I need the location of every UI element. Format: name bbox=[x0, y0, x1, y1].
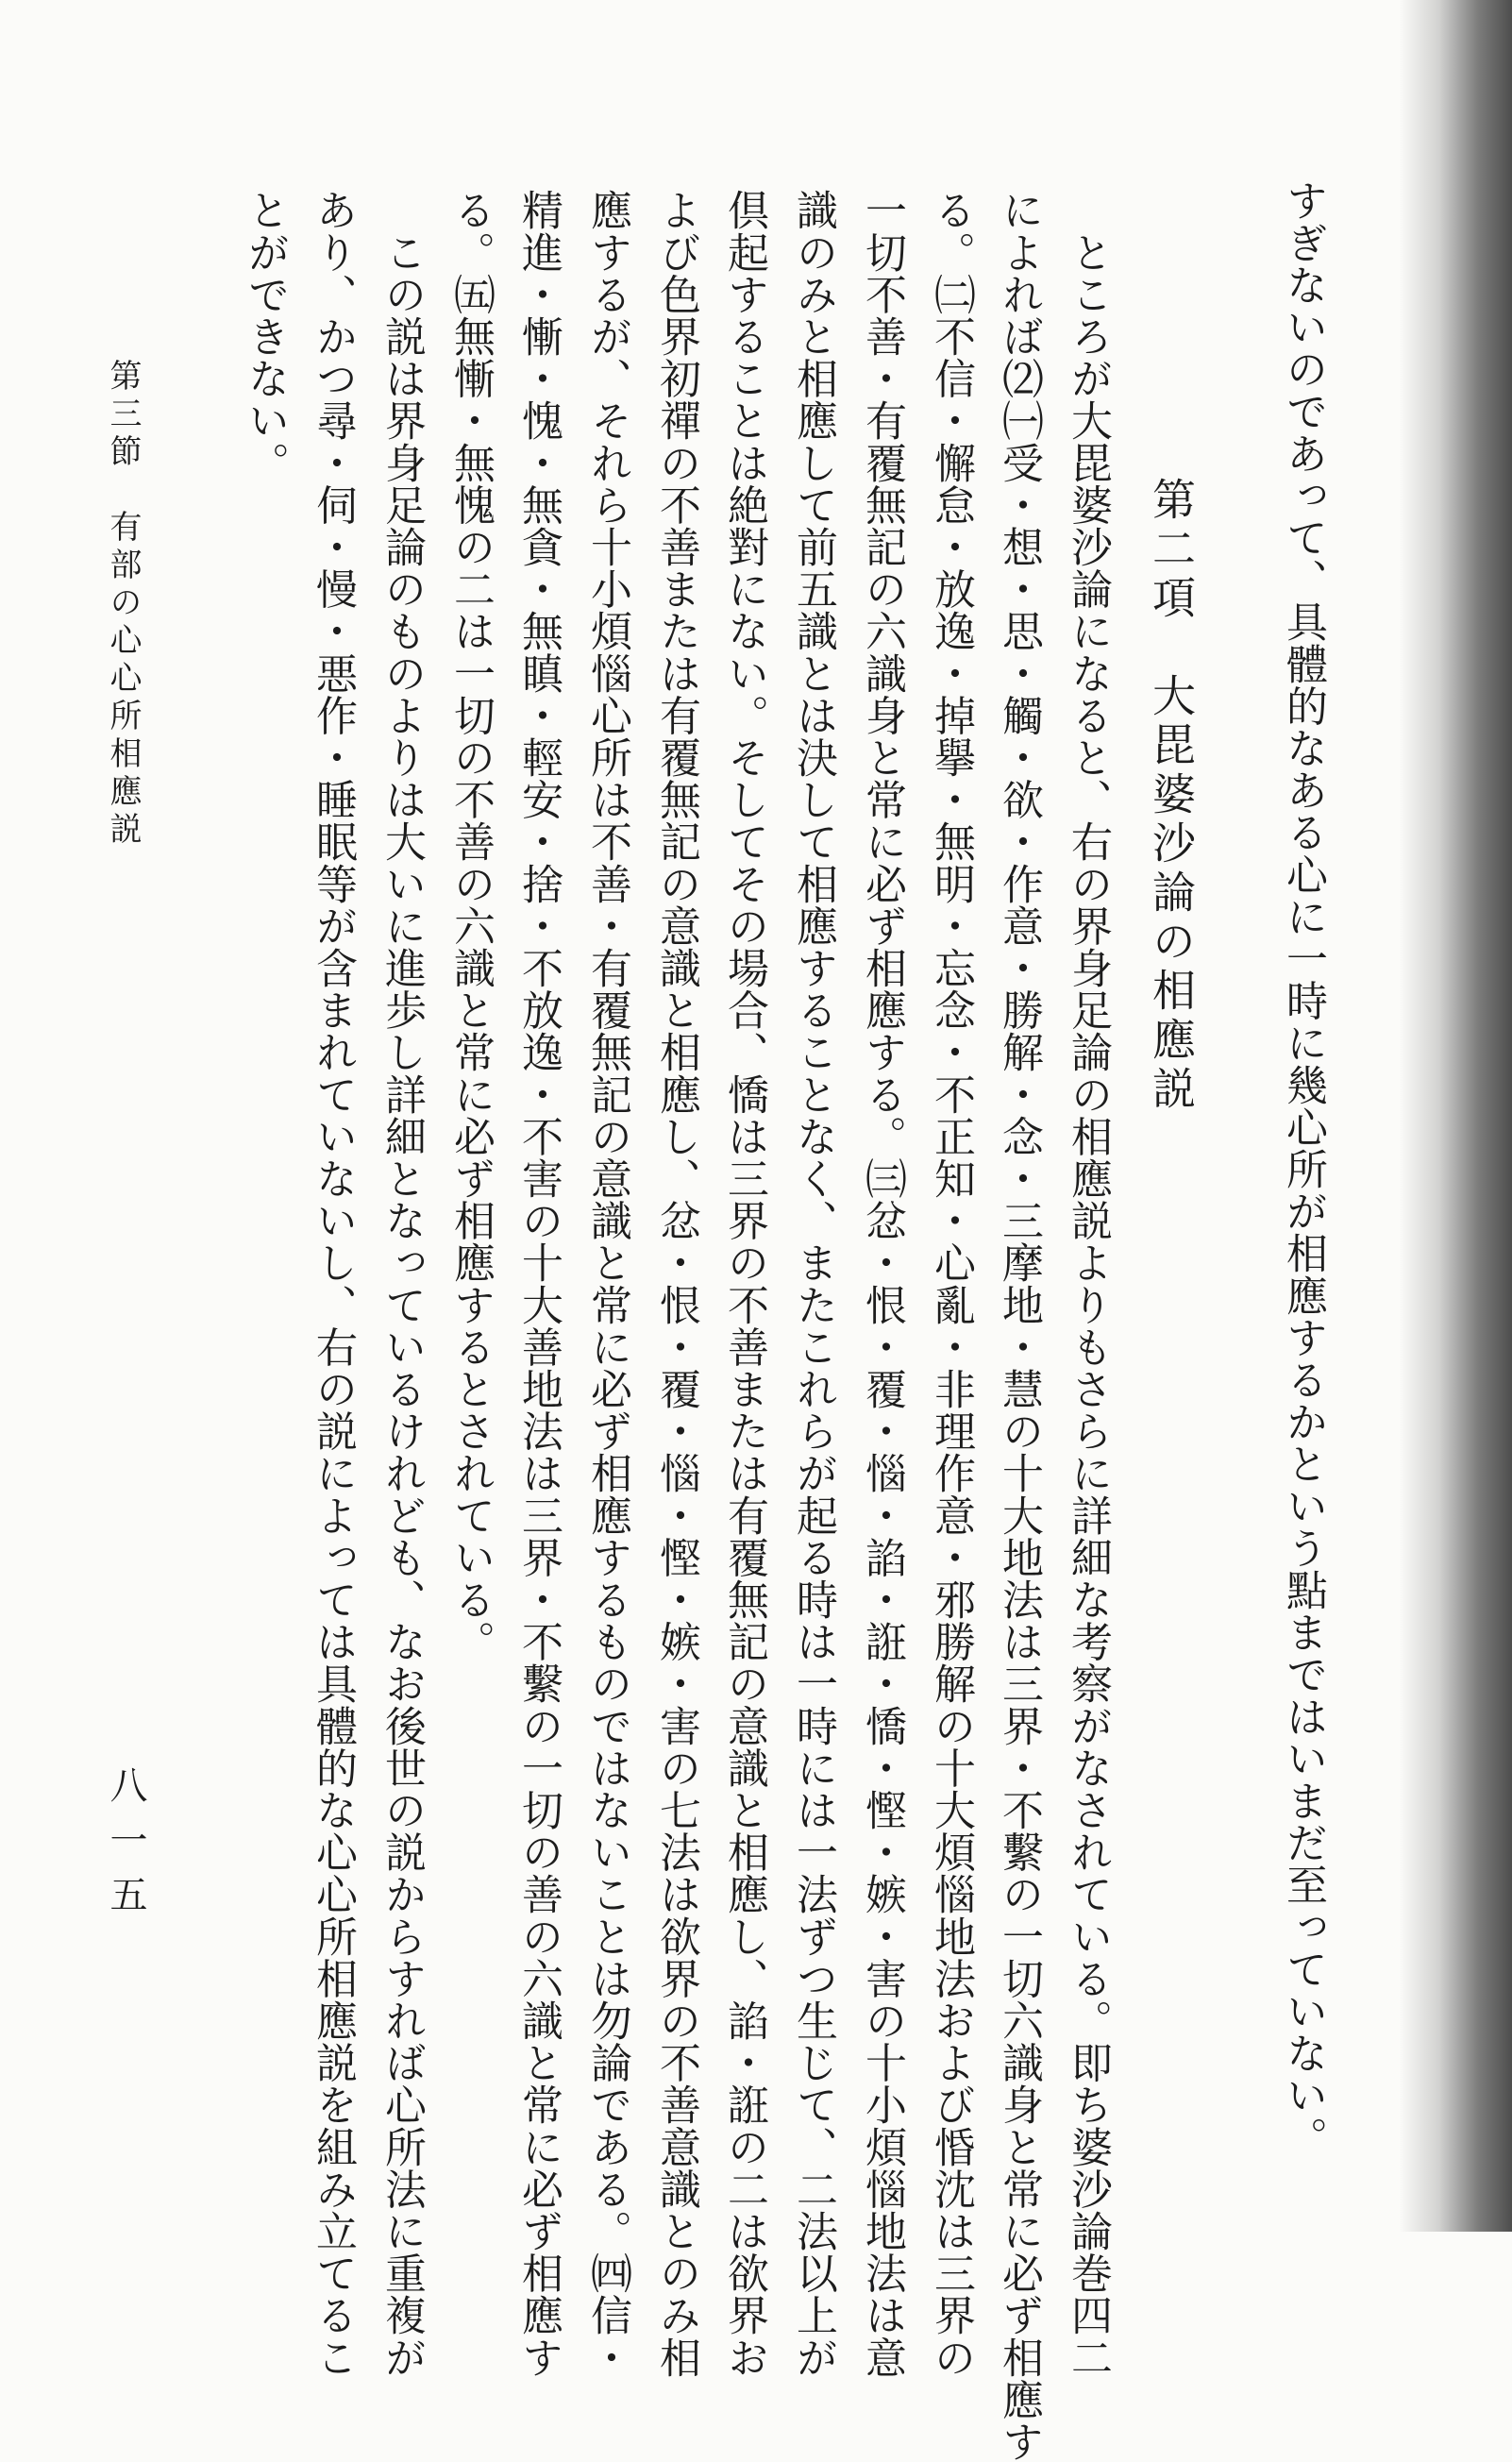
body-line: る。㈤無慚・無愧の二は一切の不善の六識と常に必ず相應するとされている。 bbox=[446, 189, 495, 1662]
body-line: 倶起することは絶對にない。そしてその場合、憍は三界の不善または有覆無記の意識と相應し、諂・誑の二は欲界お bbox=[720, 189, 768, 2379]
page-number: 八一五 bbox=[104, 1765, 147, 1930]
running-footer: 第三節 有部の心心所相應説 bbox=[104, 359, 142, 850]
body-line: 一切不善・有覆無記の六識身と常に必ず相應する。㈢忿・恨・覆・惱・諂・誑・憍・慳・嫉・害の十小煩惱地法は意 bbox=[858, 189, 906, 2379]
body-line: あり、かつ尋・伺・慢・悪作・睡眠等が含まれていないし、右の説によっては具體的な心心所相應説を組み立てるこ bbox=[309, 189, 357, 2379]
scan-shadow-edge bbox=[1399, 0, 1512, 2232]
body-line: 識のみと相應して前五識とは決して相應することなく、またこれらが起る時は一時には一法ずつ生じて、二法以上が bbox=[789, 189, 837, 2379]
body-line: 精進・慚・愧・無貪・無瞋・輕安・捨・不放逸・不害の十大善地法は三界・不繫の一切の善の六識と常に必ず相應す bbox=[514, 189, 563, 2379]
body-line: によれば⑵㈠受・想・思・觸・欲・作意・勝解・念・三摩地・慧の十大地法は三界・不繫の一切六識身と常に必ず相應す bbox=[995, 189, 1043, 2462]
body-line: この説は界身足論のものよりは大いに進歩し詳細となっているけれども、なお後世の説からすれば心所法に重複が bbox=[378, 189, 426, 2379]
body-line: よび色界初禪の不善または有覆無記の意識と相應し、忿・恨・覆・惱・慳・嫉・害の七法は欲界の不善意識とのみ相 bbox=[652, 189, 700, 2379]
body-line: ところが大毘婆沙論になると、右の界身足論の相應説よりもさらに詳細な考察がなされている。即ち婆沙論巻四二 bbox=[1064, 189, 1112, 2379]
body-line: とができない。 bbox=[241, 189, 289, 484]
body-line: 應するが、それら十小煩惱心所は不善・有覆無記の意識と常に必ず相應するものではないことは勿論である。㈣信・ bbox=[583, 189, 631, 2379]
intro-line: すぎないのであって、具體的なある心に一時に幾心所が相應するかという點まではいまだ至っていない。 bbox=[1279, 179, 1327, 2159]
body-line: る。㈡不信・懈怠・放逸・掉擧・無明・忘念・不正知・心亂・非理作意・邪勝解の十大煩惱地法および惛沈は三界の bbox=[927, 189, 975, 2379]
section-heading: 第二項 大毘婆沙論の相應説 bbox=[1146, 477, 1197, 1115]
